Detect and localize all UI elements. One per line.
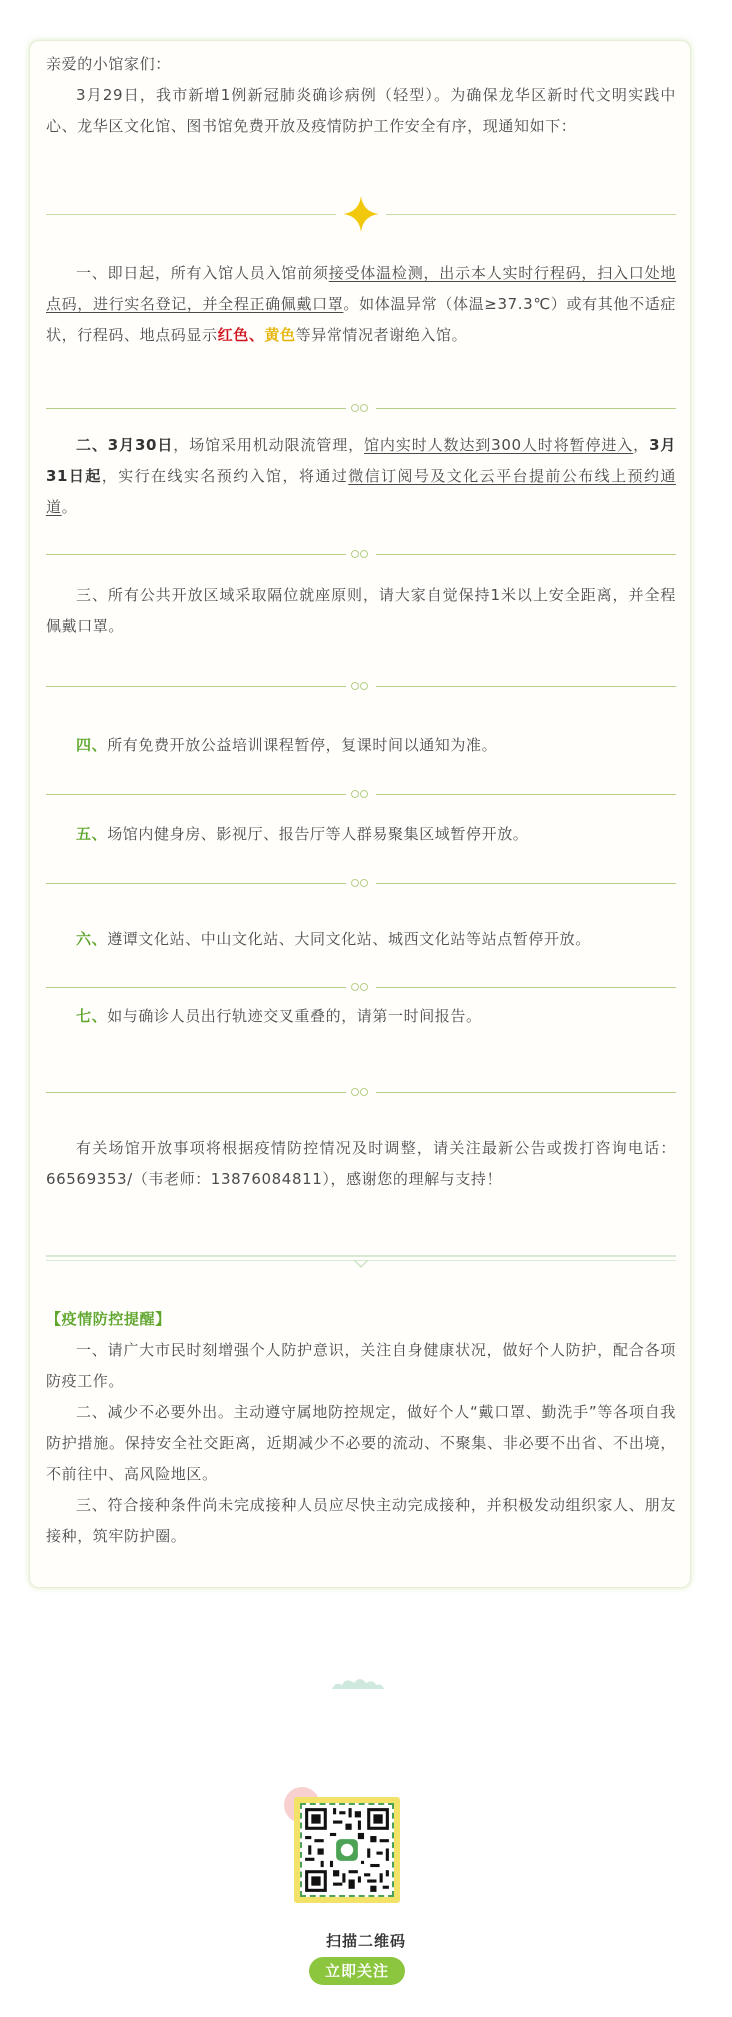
red-code-label: 红色 <box>217 326 249 344</box>
section-divider <box>46 403 676 413</box>
item-1-sep: 、 <box>248 326 265 344</box>
scan-qr-label: 扫描二维码 <box>325 1932 406 1950</box>
item-2-sep: ， <box>633 436 650 454</box>
notice-card <box>29 40 691 1588</box>
qr-code-block[interactable] <box>284 1787 402 1907</box>
section-divider <box>46 789 676 799</box>
section-divider <box>46 1087 676 1097</box>
qr-code-icon <box>302 1805 392 1895</box>
item-3-text: 三、所有公共开放区域采取隔位就座原则，请大家自觉保持1米以上安全距离，并全程佩戴口罩。 <box>46 586 676 635</box>
section-divider <box>46 878 676 888</box>
chevron-down-icon <box>354 1260 368 1268</box>
sparkle-star-icon <box>343 196 379 232</box>
item-2-date1: 3月30日 <box>107 436 174 454</box>
section-divider <box>46 549 676 559</box>
intro-paragraph: 3月29日，我市新增1例新冠肺炎确诊病例（轻型）。为确保龙华区新时代文明实践中心、龙华区文化馆、图书馆免费开放及疫情防护工作安全有序，现通知如下： <box>46 86 676 135</box>
item-2-underline-1: 馆内实时人数达到300人时将暂停进入 <box>364 436 634 454</box>
item-6-text: 遵谭文化站、中山文化站、大同文化站、城西文化站等站点暂停开放。 <box>107 930 591 948</box>
item-4-num: 四、 <box>76 736 108 754</box>
closing-paragraph: 有关场馆开放事项将根据疫情防控情况及时调整，请关注最新公告或拨打咨询电话：66569353/（韦老师：13876084811），感谢您的理解与支持！ <box>46 1139 676 1188</box>
star-divider <box>46 194 676 234</box>
section-divider <box>46 681 676 691</box>
reminder-title: 【疫情防控提醒】 <box>46 1310 171 1328</box>
item-1 <box>46 258 676 351</box>
item-2-date2: 3月31日起 <box>46 436 677 485</box>
item-2-num: 二、 <box>76 436 108 454</box>
item-7-num: 七、 <box>76 1007 108 1025</box>
item-2-text2: ，实行在线实名预约入馆，将通过 <box>101 467 349 485</box>
item-3 <box>46 580 676 642</box>
section-divider <box>46 982 676 992</box>
yellow-code-label: 黄色 <box>264 326 296 344</box>
reminder-item-2: 二、减少不必要外出。主动遵守属地防控规定，做好个人“戴口罩、勤洗手”等各项自我防护措施。保持安全社交距离，近期减少不必要的流动、不聚集、非必要不出省、不出境，不前往中、高风险地区。 <box>46 1403 676 1483</box>
item-4-text: 所有免费开放公益培训课程暂停，复课时间以通知为准。 <box>107 736 498 754</box>
item-6 <box>46 924 676 955</box>
reminder-separator <box>46 1255 676 1271</box>
reminder-block <box>46 1304 676 1552</box>
item-7-text: 如与确诊人员出行轨迹交叉重叠的，请第一时间报告。 <box>107 1007 482 1025</box>
item-4 <box>46 730 676 761</box>
reminder-item-3: 三、符合接种条件尚未完成接种人员应尽快主动完成接种，并积极发动组织家人、朋友接种，筑牢防护圈。 <box>46 1496 676 1545</box>
item-1-tail: 等异常情况者谢绝入馆。 <box>295 326 468 344</box>
item-7 <box>46 1001 676 1032</box>
item-2 <box>46 430 676 523</box>
item-1-lead: 一、即日起，所有入馆人员入馆前须 <box>76 264 329 282</box>
cloud-decoration-icon <box>330 1675 386 1691</box>
intro-block <box>46 49 676 142</box>
closing-block <box>46 1133 676 1195</box>
item-5 <box>46 819 676 850</box>
greeting: 亲爱的小馆家们： <box>46 55 171 73</box>
item-2-end: 。 <box>61 498 78 516</box>
item-5-text: 场馆内健身房、影视厅、报告厅等人群易聚集区域暂停开放。 <box>107 825 529 843</box>
follow-button[interactable]: 立即关注 <box>309 1957 405 1985</box>
item-5-num: 五、 <box>76 825 108 843</box>
reminder-item-1: 一、请广大市民时刻增强个人防护意识，关注自身健康状况，做好个人防护，配合各项防疫工作。 <box>46 1341 676 1390</box>
item-1-underlined: 接受体温检测，出示本人实时行程码，扫入口处地点码，进行实名登记，并全程正确佩戴口罩 <box>46 264 677 313</box>
item-2-underline-2: 微信订阅号及文化云平台提前公布线上预约通道 <box>46 467 676 516</box>
item-2-text1: ，场馆采用机动限流管理， <box>173 436 365 454</box>
item-6-num: 六、 <box>76 930 108 948</box>
item-1-mid: 。如体温异常（体温≥37.3℃）或有其他不适症状，行程码、地点码显示 <box>46 295 676 344</box>
qr-frame <box>294 1797 400 1903</box>
